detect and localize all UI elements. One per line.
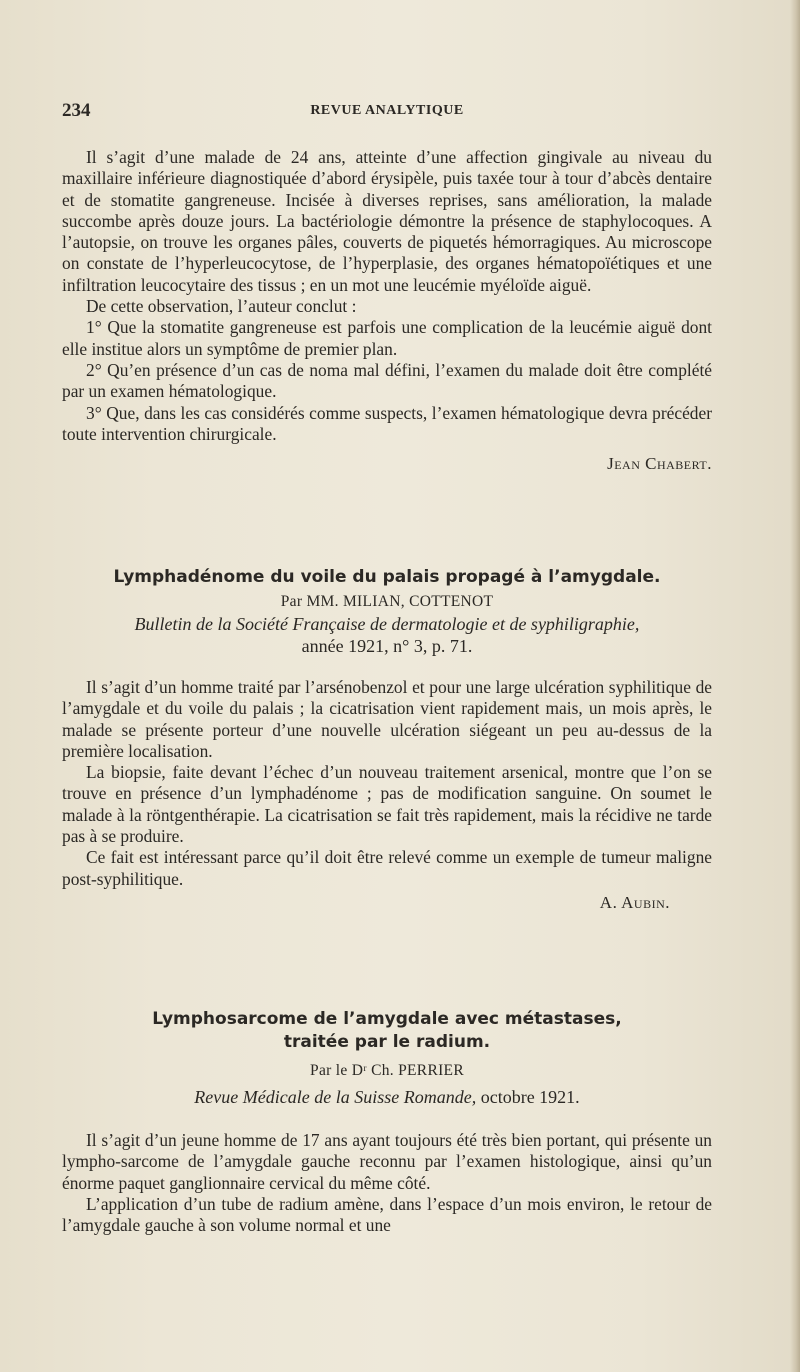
article-3 (62, 1008, 712, 1236)
article-3-title-line-1: Lymphosarcome de l’amygdale avec métastases, (152, 1009, 622, 1029)
article-1-point-1: 1° Que la stomatite gangreneuse est parfois une complication de la leucémie aiguë dont elle institue alors un symptôme de premier plan. (62, 317, 712, 359)
article-1-signature: Jean Chabert. (607, 454, 712, 474)
article-3-authors: Par le Dʳ Ch. PERRIER (310, 1062, 464, 1079)
article-3-citation: octobre 1921. (480, 1087, 580, 1107)
article-2-authors: Par MM. MILIAN, COTTENOT (280, 593, 494, 610)
article-1-paragraph-2: De cette observation, l’auteur conclut : (86, 296, 357, 317)
article-2-source (62, 613, 712, 635)
article-2 (62, 566, 712, 914)
article-3-paragraph-1: Il s’agit d’un jeune homme de 17 ans ayant toujours été très bien portant, qui présente un lympho-sarcome de l’amygdale gauche reconnu par l’examen histologique, ainsi qu’un énorme paquet ganglionnaire cervical du même côté. (62, 1130, 712, 1193)
page-edge-shadow (790, 0, 800, 1372)
article-1 (62, 147, 712, 475)
article-3-title-line-2: traitée par le radium. (283, 1032, 491, 1052)
article-3-paragraph-2: L’application d’un tube de radium amène, dans l’espace d’un mois environ, le retour de l’amygdale gauche à son volume normal et une (62, 1193, 712, 1236)
article-3-journal: Revue Médicale de la Suisse Romande, (194, 1087, 477, 1107)
article-2-journal: Bulletin de la Société Française de dermatologie et de syphiligraphie, (134, 614, 640, 634)
article-1-point-2: 2° Qu’en présence d’un cas de noma mal défini, l’examen du malade doit être complété par un examen hématologique. (62, 359, 712, 402)
page-header (62, 100, 712, 124)
article-2-paragraph-1: Il s’agit d’un homme traité par l’arsénobenzol et pour une large ulcération syphilitique de l’amygdale et du voile du palais ; la cicatrisation vient rapidement mais, un mois après, le malade se présente porteur d’une nouvelle ulcération siégeant un peu au-dessus de la première localisation. (62, 677, 712, 761)
article-2-paragraph-2: La biopsie, faite devant l’échec d’un nouveau traitement arsenical, montre que l’on se trouve en présence d’un lymphadénome ; pas de modification sanguine. On soumet le malade à la röntgenthérapie. La cicatrisation se fait très rapidement, mais la récidive ne tarde pas à se produire. (62, 762, 712, 847)
page-number: 234 (62, 100, 91, 121)
article-2-title: Lymphadénome du voile du palais propagé à l’amygdale. (113, 567, 661, 587)
article-3-source (62, 1086, 712, 1108)
article-2-signature: A. Aubin. (599, 892, 670, 912)
article-1-paragraph-1: Il s’agit d’une malade de 24 ans, atteinte d’une affection gingivale au niveau du maxillaire inférieure diagnostiquée d’abord érysipèle, puis taxée tour à tour d’abcès dentaire et de stomatite gangreneuse. Incisée à diverses reprises, sans amélioration, la malade succombe après douze jours. La bactériologie démontre la présence de staphylocoques. A l’autopsie, on trouve les organes pâles, couverts de piquetés hémorragiques. Au microscope on constate de l’hyperleucocytose, de l’hyperplasie, des organes hématopoïétiques et une infiltration leucocytaire des tissus ; en un mot une leucémie myéloïde aiguë. (62, 147, 712, 295)
article-1-point-3: 3° Que, dans les cas considérés comme suspects, l’examen hématologique devra précéder toute intervention chirurgicale. (62, 402, 712, 444)
article-2-citation: année 1921, n° 3, p. 71. (301, 636, 473, 656)
running-head: REVUE ANALYTIQUE (310, 103, 464, 118)
article-2-paragraph-3: Ce fait est intéressant parce qu’il doit être relevé comme un exemple de tumeur maligne post-syphilitique. (62, 847, 712, 889)
